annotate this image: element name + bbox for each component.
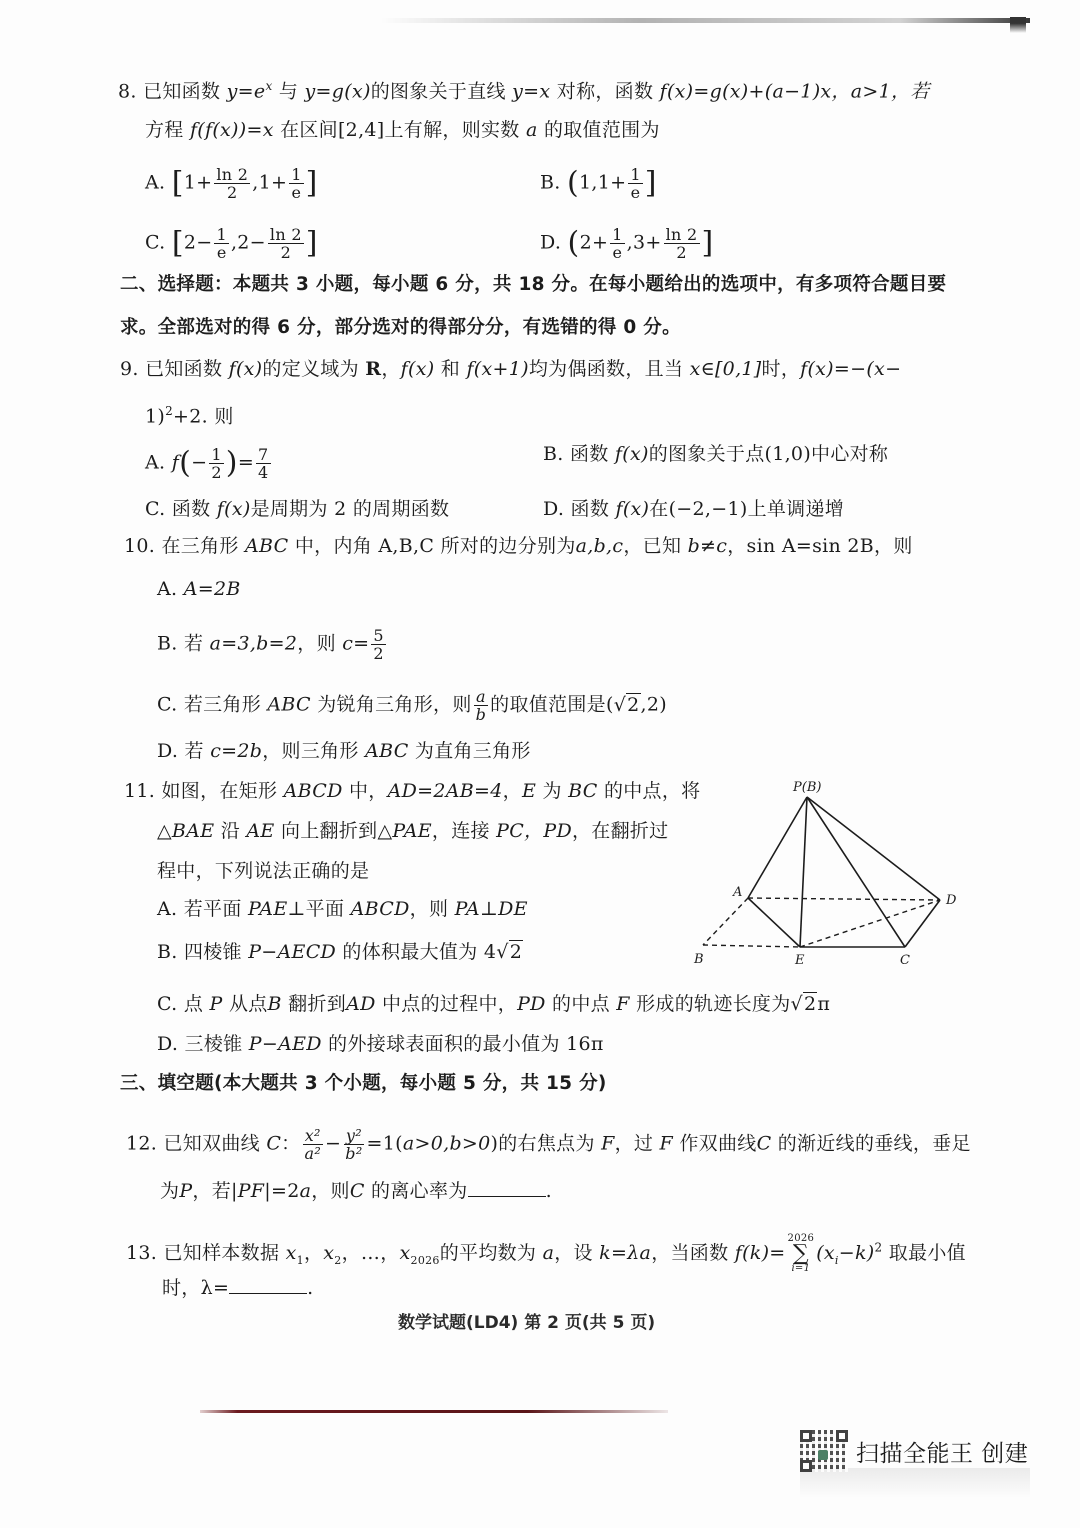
bracket: ] xyxy=(701,225,714,261)
text: )的右焦点为 xyxy=(490,1132,595,1155)
edge-AB-dashed xyxy=(703,898,748,945)
math: A=2B xyxy=(183,578,241,600)
math: C xyxy=(349,1180,365,1202)
text: 时，λ= xyxy=(162,1277,230,1299)
option-label: C. xyxy=(157,693,178,716)
square-root: √2 xyxy=(790,993,817,1015)
math: 2+ xyxy=(579,231,609,254)
sum-lower: i=1 xyxy=(791,1263,811,1274)
math: ABC xyxy=(365,740,409,762)
math: π xyxy=(817,993,831,1015)
denominator: 4 xyxy=(258,463,269,482)
text: 若三角形 xyxy=(183,693,262,716)
numerator: 1 xyxy=(211,445,222,464)
text: 取最小值 xyxy=(888,1242,966,1264)
text: 向上翻折到△ xyxy=(280,820,393,842)
math: f(x) xyxy=(614,443,649,465)
math: AD=2AB=4 xyxy=(387,780,503,802)
text: 的定义域为 xyxy=(262,358,359,380)
text: 时， xyxy=(761,358,801,380)
math: x∈[0,1] xyxy=(689,358,762,380)
text: 从点 xyxy=(228,993,268,1015)
text: ，则三角形 xyxy=(262,740,359,762)
math: a>0,b>0 xyxy=(402,1132,491,1155)
option-label: D. xyxy=(157,740,179,762)
q11-number: 11. xyxy=(124,780,156,802)
math: ABCD xyxy=(350,898,410,920)
label-P: P(B) xyxy=(793,780,822,795)
math: P−AED xyxy=(248,1033,322,1055)
option-label: C. xyxy=(145,231,166,254)
edge-PE xyxy=(800,797,807,947)
bracket: ] xyxy=(644,165,657,201)
denominator: e xyxy=(612,243,623,262)
answer-blank[interactable] xyxy=(229,1276,307,1294)
square-root: √2 xyxy=(496,941,523,963)
q13-line-2 xyxy=(162,1275,314,1301)
section-2-instructions: 求。全部选对的得 6 分，部分选对的得部分分，有选错的得 0 分。 xyxy=(120,317,681,338)
bracket: [ xyxy=(171,165,184,201)
bracket: ( xyxy=(566,165,579,201)
numerator: ln 2 xyxy=(269,225,302,244)
math: ,3+ xyxy=(626,231,662,254)
option-label: A. xyxy=(145,171,166,194)
edge-PD xyxy=(807,797,940,900)
text: 与 xyxy=(278,80,299,103)
edge-AD-dashed xyxy=(748,898,940,900)
text: 为 xyxy=(542,780,562,802)
math: x xyxy=(285,1242,297,1264)
label-C: C xyxy=(900,953,910,968)
denominator: e xyxy=(291,183,302,202)
text: 的中点，将 xyxy=(603,780,701,802)
text: 的渐近线的垂线，垂足 xyxy=(777,1132,971,1155)
math: f xyxy=(171,451,180,474)
math: b≠c xyxy=(687,535,728,557)
option-label: A. xyxy=(157,898,178,920)
math: a xyxy=(525,119,538,141)
q11-line-3: 程中，下列说法正确的是 xyxy=(157,860,370,882)
math: f(x)=g(x)+(a−1)x，a>1，若 xyxy=(659,80,930,103)
edge-AE xyxy=(748,898,800,947)
q12-line-2 xyxy=(160,1178,552,1204)
answer-blank[interactable] xyxy=(468,1179,546,1197)
text: 若平面 xyxy=(183,898,242,920)
math: y=e xyxy=(226,80,266,103)
text: ,2) xyxy=(640,693,667,716)
text: 为直角三角形 xyxy=(414,740,531,762)
q10-number: 10. xyxy=(124,535,156,557)
label-D: D xyxy=(946,893,957,908)
text: 函数 xyxy=(171,498,211,520)
text: 的取值范围是( xyxy=(490,693,614,716)
text: 作双曲线 xyxy=(679,1132,757,1155)
text: 的取值范围为 xyxy=(543,119,660,141)
numerator: 5 xyxy=(373,626,384,645)
bracket: ) xyxy=(225,445,238,481)
math: PA⊥DE xyxy=(454,898,528,920)
square-root: √2 xyxy=(613,693,640,716)
edge-BE-dashed xyxy=(703,945,800,947)
text: . xyxy=(545,1180,552,1202)
option-label: A. xyxy=(145,451,166,474)
math: AE xyxy=(246,820,275,842)
denominator: 2 xyxy=(211,463,222,482)
math: C xyxy=(266,1132,282,1155)
math: f(x) xyxy=(216,498,251,520)
math: PC，PD xyxy=(496,820,572,842)
option-label: C. xyxy=(145,498,166,520)
option-label: C. xyxy=(157,993,178,1015)
text: ，sin A=sin 2B，则 xyxy=(727,535,913,557)
math-sub: i xyxy=(834,1253,839,1267)
math: P−AECD xyxy=(248,941,337,963)
text: ，设 xyxy=(554,1242,593,1264)
option-label: B. xyxy=(543,443,564,465)
text: 为 xyxy=(160,1180,180,1202)
math: a,b,c xyxy=(575,535,624,557)
text: △ xyxy=(157,820,172,842)
text: ， xyxy=(502,780,522,802)
edge-PC xyxy=(807,797,905,947)
fraction xyxy=(302,1127,323,1162)
math-sup: 2 xyxy=(874,1240,883,1255)
math: − xyxy=(325,1132,342,1155)
label-E: E xyxy=(795,953,805,968)
numerator: 1 xyxy=(630,165,641,184)
math: ,1+ xyxy=(252,171,288,194)
math: F xyxy=(601,1132,615,1155)
text: 的离心率为 xyxy=(371,1180,468,1202)
text: 为锐角三角形，则 xyxy=(317,693,472,716)
math: F xyxy=(616,993,630,1015)
text: ，则 xyxy=(409,898,449,920)
option-label: A. xyxy=(157,578,178,600)
math: f(x)=−(x− xyxy=(800,358,902,380)
numerator: 1 xyxy=(216,225,227,244)
math: a xyxy=(299,1180,312,1202)
footer-rule xyxy=(200,1410,668,1413)
option-label: B. xyxy=(157,632,178,655)
math: 1+ xyxy=(183,171,213,194)
denominator: e xyxy=(216,243,227,262)
numerator: ln 2 xyxy=(216,165,249,184)
label-A: A xyxy=(733,885,743,900)
math: c= xyxy=(342,632,370,655)
text: 函数 xyxy=(570,498,610,520)
math: = xyxy=(237,451,255,474)
qr-finder xyxy=(836,1430,848,1442)
denominator: b xyxy=(475,705,487,724)
qr-finder xyxy=(800,1430,812,1442)
math: f(x) xyxy=(228,358,263,380)
math: y=x xyxy=(512,80,551,103)
math: P xyxy=(209,993,223,1015)
text: ： xyxy=(281,1132,301,1155)
text: 点 xyxy=(183,993,204,1015)
math: y=g(x) xyxy=(304,80,371,103)
math: C xyxy=(756,1132,772,1155)
math: BC xyxy=(568,780,598,802)
math: f(x) xyxy=(615,498,650,520)
text: ， xyxy=(303,1242,324,1264)
math: B xyxy=(267,993,282,1015)
numerator: 7 xyxy=(258,445,269,464)
math: E xyxy=(521,780,537,802)
text: 翻折到 xyxy=(288,993,347,1015)
text: 四棱锥 xyxy=(183,941,242,963)
text: ，连接 xyxy=(431,820,490,842)
math: x xyxy=(323,1242,335,1264)
text: ，在翻折过 xyxy=(571,820,669,842)
denominator: a² xyxy=(304,1144,322,1163)
qr-finder xyxy=(800,1460,812,1472)
math: F xyxy=(659,1132,674,1155)
page-footer: 数学试题(LD4) 第 2 页(共 5 页) xyxy=(398,1313,656,1333)
text: 的图象关于直线 xyxy=(370,80,506,103)
math: 2− xyxy=(183,231,213,254)
denominator: b² xyxy=(345,1144,363,1163)
math: f(f(x))=x xyxy=(189,119,274,141)
text: 沿 xyxy=(220,820,241,842)
math: − xyxy=(191,451,208,474)
text: 的平均数为 xyxy=(439,1242,537,1264)
text: ，当函数 xyxy=(651,1242,729,1264)
text: 已知双曲线 xyxy=(163,1132,260,1155)
text: ，过 xyxy=(614,1132,654,1155)
numerator: y² xyxy=(345,1126,362,1145)
text: ⊥平面 xyxy=(287,898,345,920)
math: f(x) xyxy=(400,358,435,380)
text: 若 xyxy=(184,740,204,762)
math: AD xyxy=(346,993,376,1015)
text: 如图，在矩形 xyxy=(161,780,278,802)
text: +2. 则 xyxy=(173,405,234,428)
math: (x xyxy=(816,1242,835,1264)
math: x xyxy=(399,1242,411,1264)
text: 在区间[2,4]上有解，则实数 xyxy=(280,119,520,141)
numerator: a xyxy=(475,687,486,706)
text: 对称，函数 xyxy=(556,80,654,103)
section-3-heading: 三、填空题(本大题共 3 个小题，每小题 5 分，共 15 分) xyxy=(120,1073,607,1094)
option-label: B. xyxy=(157,941,178,963)
text: 已知样本数据 xyxy=(163,1242,280,1264)
math: P xyxy=(179,1180,193,1202)
edge-PA xyxy=(748,797,807,898)
math: c=2b xyxy=(210,740,263,762)
edge-ED-dashed xyxy=(800,900,940,947)
math: PD xyxy=(517,993,546,1015)
text: 已知函数 xyxy=(143,80,221,103)
text: 均为偶函数，且当 xyxy=(528,358,684,380)
label-B: B xyxy=(694,952,704,967)
text: 的图象关于点(1,0)中心对称 xyxy=(648,443,889,465)
math-sub: 2 xyxy=(334,1253,342,1267)
numerator: 1 xyxy=(291,165,302,184)
text: 已知函数 xyxy=(145,358,223,380)
math: −k) xyxy=(838,1242,875,1264)
denominator: 2 xyxy=(227,183,238,202)
option-label: B. xyxy=(540,171,561,194)
math: 1) xyxy=(145,405,166,428)
option-label: D. xyxy=(543,498,565,520)
bracket: [ xyxy=(171,225,184,261)
math: 1,1+ xyxy=(578,171,627,194)
scanner-watermark xyxy=(800,1430,1028,1472)
text: 函数 xyxy=(569,443,609,465)
math-sub: 2026 xyxy=(410,1253,440,1267)
watermark-text: 扫描全能王 创建 xyxy=(856,1440,1029,1467)
math: =1( xyxy=(366,1132,403,1155)
radicand: 2 xyxy=(627,693,640,716)
denominator: e xyxy=(630,183,641,202)
summation xyxy=(788,1234,815,1274)
bracket: ] xyxy=(305,225,318,261)
option-label: D. xyxy=(157,1033,179,1055)
text: 方程 xyxy=(145,119,184,141)
text: 的中点 xyxy=(552,993,610,1015)
text: 中点的过程中， xyxy=(381,993,518,1015)
math: a xyxy=(542,1242,555,1264)
math: a=3,b=2 xyxy=(209,632,298,655)
bracket: ( xyxy=(567,225,580,261)
watermark-reflection xyxy=(800,1468,1030,1498)
math: f(x+1) xyxy=(466,358,529,380)
qr-code-icon xyxy=(800,1430,848,1472)
text: 形成的轨迹长度为 xyxy=(636,993,791,1015)
math: ABCD xyxy=(283,780,343,802)
text: 和 xyxy=(440,358,461,380)
edge-CD xyxy=(905,900,940,947)
math-sub: 1 xyxy=(296,1253,304,1267)
math: |=2 xyxy=(264,1180,300,1202)
math: ABC xyxy=(245,535,289,557)
text: ， xyxy=(381,358,401,380)
math: BAE xyxy=(171,820,215,842)
q12-number: 12. xyxy=(126,1132,158,1155)
numerator: 1 xyxy=(612,225,623,244)
denominator: 2 xyxy=(676,243,687,262)
math: R xyxy=(365,358,382,380)
math: f(k)= xyxy=(734,1242,786,1264)
q12-line-1 xyxy=(126,1127,971,1162)
bracket: ( xyxy=(179,445,192,481)
q8-number: 8. xyxy=(118,80,137,103)
numerator: ln 2 xyxy=(665,225,698,244)
option-label: D. xyxy=(540,231,562,254)
text: ，则 xyxy=(311,1180,350,1202)
section-2-heading: 二、选择题：本题共 3 小题，每小题 6 分，共 18 分。在每小题给出的选项中，有多项符合题目要 xyxy=(120,274,947,295)
text: 的外接球表面积的最小值为 16π xyxy=(328,1033,604,1055)
radicand: 2 xyxy=(509,941,523,963)
numerator: x² xyxy=(304,1126,321,1145)
fraction xyxy=(343,1127,364,1162)
math: ,2− xyxy=(230,231,266,254)
text: 若 xyxy=(183,632,204,655)
text: 中，内角 A,B,C 所对的边分别为 xyxy=(294,535,576,557)
text: ，则 xyxy=(297,632,336,655)
text: ，若| xyxy=(192,1180,238,1202)
q13-line-1 xyxy=(126,1234,966,1274)
text: 中， xyxy=(348,780,388,802)
math: PF xyxy=(237,1180,265,1202)
text: . xyxy=(307,1277,314,1299)
math: PAE xyxy=(392,820,432,842)
text: ，…， xyxy=(341,1242,400,1264)
denominator: 2 xyxy=(373,644,384,663)
text: 在(−2,−1)上单调递增 xyxy=(649,498,845,520)
text: 三棱锥 xyxy=(184,1033,243,1055)
text: 在三角形 xyxy=(161,535,239,557)
math-sup: x xyxy=(265,79,273,93)
qr-logo xyxy=(818,1450,828,1460)
text: 是周期为 2 的周期函数 xyxy=(250,498,450,520)
math-sup: 2 xyxy=(165,404,174,418)
sigma-icon: ∑ xyxy=(792,1241,809,1266)
text: ，已知 xyxy=(623,535,682,557)
bracket: ] xyxy=(305,165,318,201)
radicand: 2 xyxy=(803,993,817,1015)
math: PAE xyxy=(247,898,288,920)
math: ABC xyxy=(267,693,311,716)
q9-number: 9. xyxy=(120,358,139,380)
denominator: 2 xyxy=(280,243,292,262)
text: 的体积最大值为 4 xyxy=(342,941,497,963)
q13-number: 13. xyxy=(126,1242,158,1264)
sum-upper: 2026 xyxy=(787,1233,815,1244)
math: k=λa xyxy=(599,1242,652,1264)
